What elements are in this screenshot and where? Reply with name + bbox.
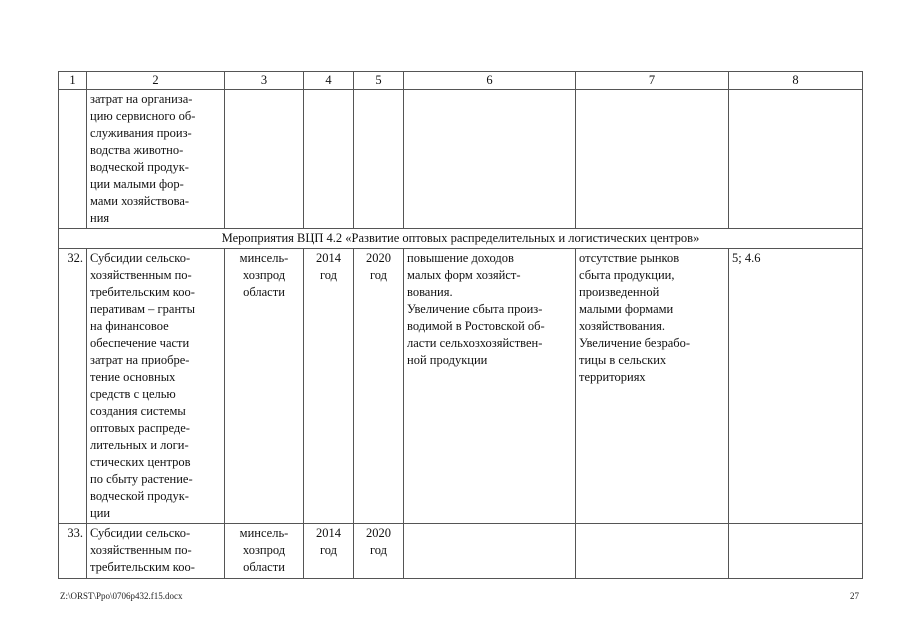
cell-empty [576,524,729,579]
start-year: 2014 год [304,524,354,579]
header-col-2: 2 [87,72,225,90]
header-col-7: 7 [576,72,729,90]
cell-empty [304,90,354,229]
cell-empty [354,90,404,229]
end-year: 2020 год [354,524,404,579]
cell-empty [576,90,729,229]
section-row [59,229,863,249]
cell-empty [59,90,87,229]
header-col-3: 3 [225,72,304,90]
footer-file-path: Z:\ORST\Ppo\0706p432.f15.docx [60,591,183,601]
end-year: 2020 год [354,249,404,524]
executor: минсель- хозпрод области [225,249,304,524]
row-number: 33. [59,524,87,579]
expected-result: повышение доходов малых форм хозяйст- вования. Увеличение сбыта произ- водимой в Ростовской об- ласти сельхозхозяйствен- ной продукции [404,249,576,524]
executor: минсель- хозпрод области [225,524,304,579]
header-col-6: 6 [404,72,576,90]
cell-empty [729,524,863,579]
measure-name-continued: затрат на организа- цию сервисного об- служивания произ- водства животно- водческой продук- ции малыми фор- мами хозяйствова- ния [87,90,225,229]
cell-empty [404,90,576,229]
section-title: Мероприятия ВЦП 4.2 «Развитие оптовых распределительных и логистических центров» [59,229,863,249]
row-number: 32. [59,249,87,524]
indicator-link: 5; 4.6 [729,249,863,524]
table-row [59,249,863,524]
measure-name: Субсидии сельско- хозяйственным по- требительским коо- перативам – гранты на финансовое обеспечение части затрат на приобре- тение основных средств с целью создания системы оптовых распреде- лительных и логи- стических центров по сбыту растение- водческой продук- ции [87,249,225,524]
header-col-4: 4 [304,72,354,90]
cell-empty [225,90,304,229]
header-col-1: 1 [59,72,87,90]
table-header-row [59,72,863,90]
cell-empty [729,90,863,229]
header-col-5: 5 [354,72,404,90]
header-col-8: 8 [729,72,863,90]
non-implementation-consequences: отсутствие рынков сбыта продукции, произведенной малыми формами хозяйствования. Увеличение безрабо- тицы в сельских территориях [576,249,729,524]
start-year: 2014 год [304,249,354,524]
program-measures-table [58,71,863,579]
table-row [59,524,863,579]
page-number: 27 [850,591,859,601]
cell-empty [404,524,576,579]
measure-name: Субсидии сельско- хозяйственным по- требительским коо- [87,524,225,579]
table-row [59,90,863,229]
